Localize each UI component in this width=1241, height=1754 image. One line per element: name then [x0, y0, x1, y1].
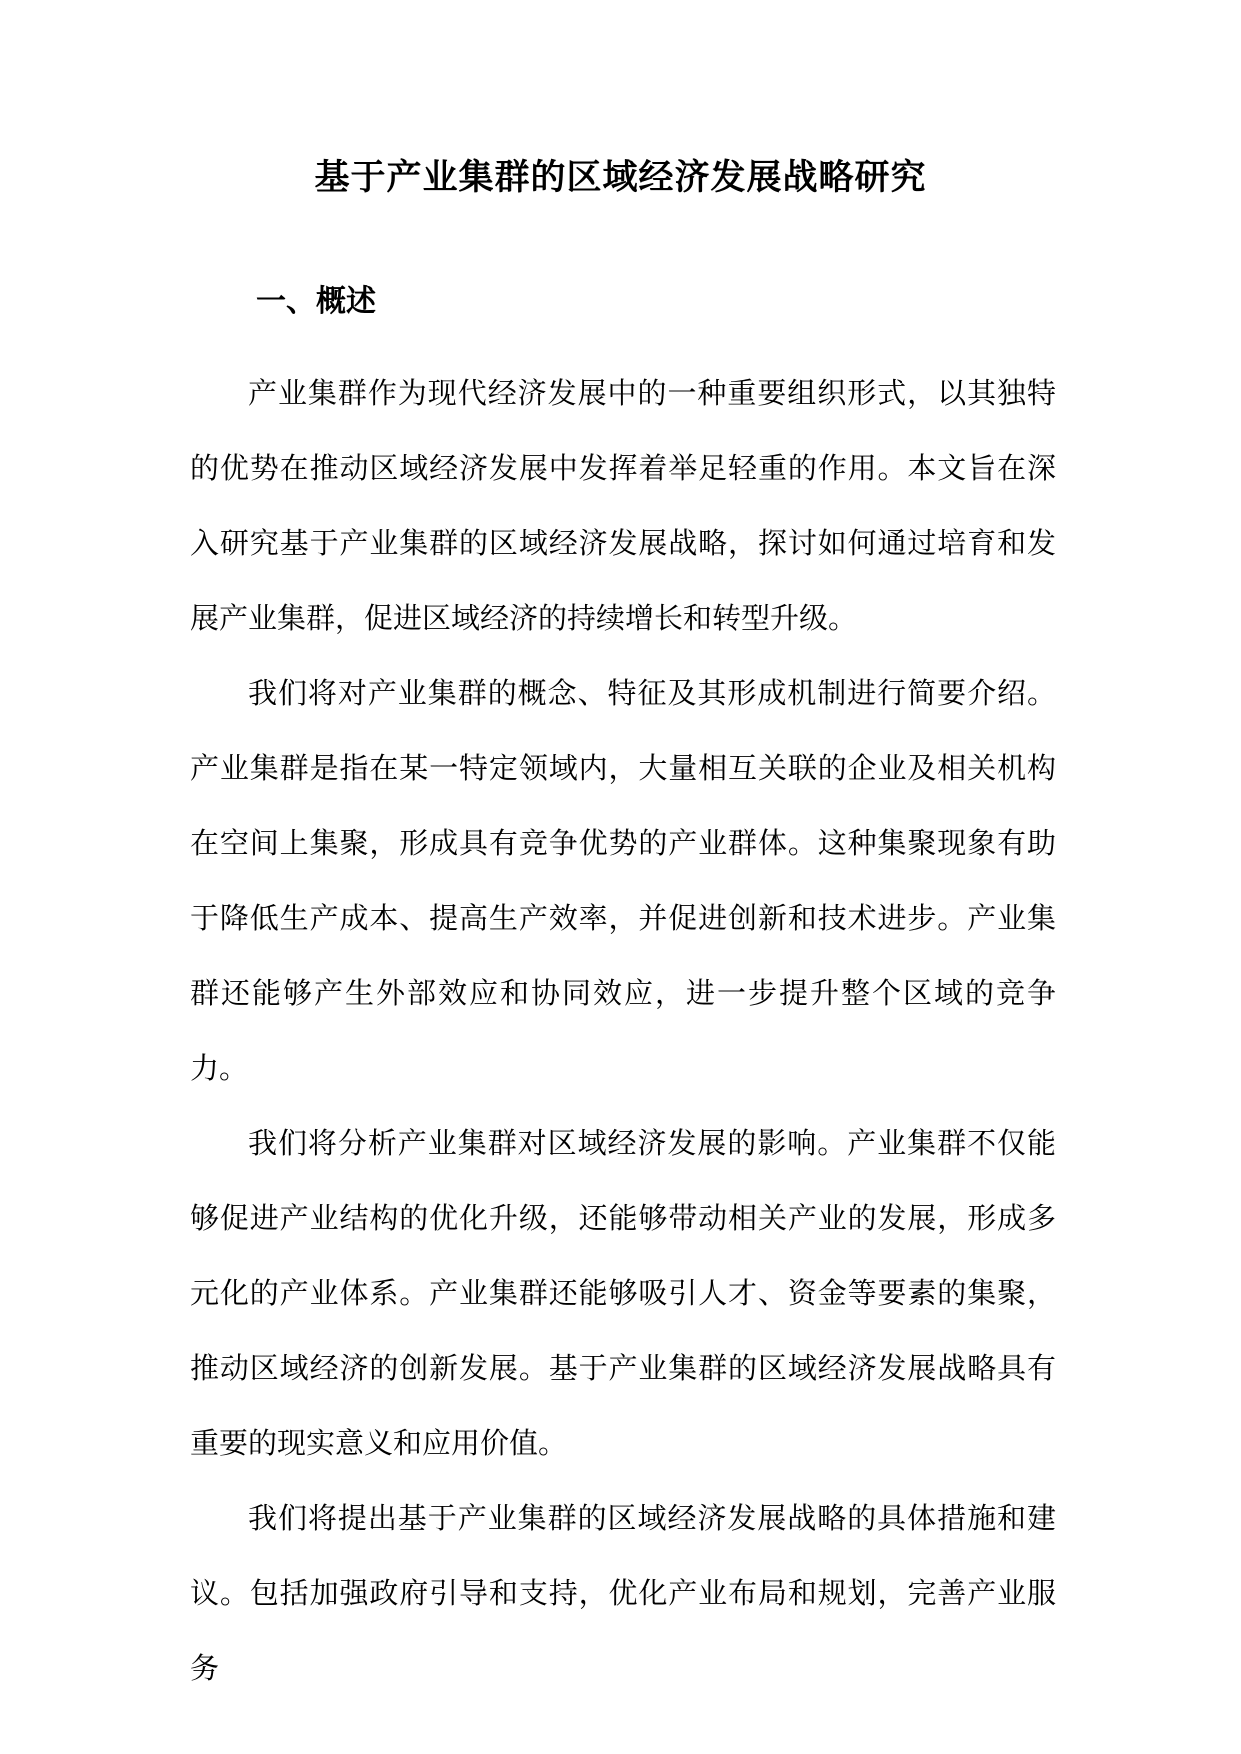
body-text	[190, 356, 1056, 1706]
paragraph-1: 产业集群作为现代经济发展中的一种重要组织形式，以其独特的优势在推动区域经济发展中发挥着举足轻重的作用。本文旨在深入研究基于产业集群的区域经济发展战略，探讨如何通过培育和发展产业集群，促进区域经济的持续增长和转型升级。	[190, 376, 1056, 635]
section-heading: 一、概述	[256, 284, 376, 319]
paragraph-3: 我们将分析产业集群对区域经济发展的影响。产业集群不仅能够促进产业结构的优化升级，还能够带动相关产业的发展，形成多元化的产业体系。产业集群还能够吸引人才、资金等要素的集聚，推动区域经济的创新发展。基于产业集群的区域经济发展战略具有重要的现实意义和应用价值。	[190, 1126, 1056, 1460]
document-title: 基于产业集群的区域经济发展战略研究	[314, 158, 927, 198]
paragraph-4: 我们将提出基于产业集群的区域经济发展战略的具体措施和建议。包括加强政府引导和支持，优化产业布局和规划，完善产业服务	[190, 1501, 1056, 1685]
paragraph-2: 我们将对产业集群的概念、特征及其形成机制进行简要介绍。产业集群是指在某一特定领域内，大量相互关联的企业及相关机构在空间上集聚，形成具有竞争优势的产业群体。这种集聚现象有助于降低生产成本、提高生产效率，并促进创新和技术进步。产业集群还能够产生外部效应和协同效应，进一步提升整个区域的竞争力。	[190, 676, 1056, 1085]
